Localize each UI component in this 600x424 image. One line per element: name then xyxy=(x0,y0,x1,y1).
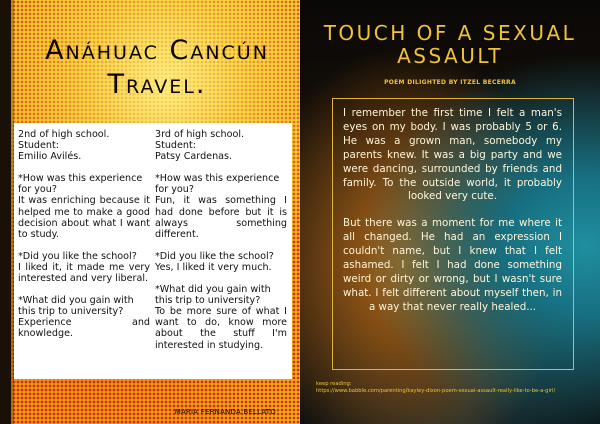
answer-2: I liked it, it made me very interested and very liberal. xyxy=(18,261,150,285)
interview-column-2 xyxy=(155,129,287,351)
left-edge-strip xyxy=(0,0,11,424)
author-credit: MARIA FERNANDA BELLATO xyxy=(174,408,276,416)
keep-reading xyxy=(316,381,596,395)
left-page-title: Anáhuac Cancún Travel. xyxy=(45,35,269,100)
question-1: *How was this experience for you? xyxy=(155,173,280,196)
answer-1: It was enriching because it helped me to make a good decision about what I want to study. xyxy=(18,195,150,240)
student-name: Patsy Cardenas. xyxy=(155,151,233,163)
poem-paragraph-1: I remember the first time I felt a man's eyes on my body. I was probably 5 or 6. He was a grown man, somebody my parents knew. It was a big party and we were dancing, surrounded by friends and family. To the outside world, it probably looked very cute. xyxy=(343,107,562,203)
answer-1: Fun, it was something I had done before but it is always something different. xyxy=(155,195,287,240)
question-2: *Did you like the school? xyxy=(18,250,137,262)
answer-3: To be more sure of what I want to do, know more about the stuff I'm interested in studying. xyxy=(155,306,287,351)
student-grade: 2nd of high school. xyxy=(18,129,110,140)
keep-reading-label: keep reading: xyxy=(316,381,352,387)
question-1: *How was this experience for you? xyxy=(18,173,143,196)
student-grade: 3rd of high school. xyxy=(155,129,245,140)
poem-subtitle: POEM DILIGHTED BY ITZEL BECERRA xyxy=(384,79,516,86)
student-label: Student: xyxy=(18,140,59,152)
poem-paragraph-2: But there was a moment for me where it all changed. He had an expression I couldn't name, but I knew that I felt ashamed. I felt I had done something weird or dirty or wrong, but I wasn't sure what. I felt different about myself then, in a way that never really healed... xyxy=(343,217,562,313)
question-3: *What did you gain with this trip to university? xyxy=(155,284,271,307)
interview-box xyxy=(14,123,292,379)
answer-2: Yes, I liked it very much. xyxy=(155,261,272,273)
student-name: Emilio Avilés. xyxy=(18,151,82,163)
answer-3: Experience and knowledge. xyxy=(18,317,150,340)
poem-title: TOUCH OF A SEXUAL ASSAULT xyxy=(323,21,577,68)
right-page xyxy=(300,0,600,424)
interview-column-1 xyxy=(18,129,150,340)
poem-body xyxy=(343,107,562,328)
student-label: Student: xyxy=(155,140,196,152)
question-3: *What did you gain with this trip to university? xyxy=(18,295,134,318)
keep-reading-link[interactable]: https://www.babble.com/parenting/kayley-dixon-poem-sexual-assault-really-like-to-be-a-girl/ xyxy=(316,388,556,394)
question-2: *Did you like the school? xyxy=(155,250,274,262)
